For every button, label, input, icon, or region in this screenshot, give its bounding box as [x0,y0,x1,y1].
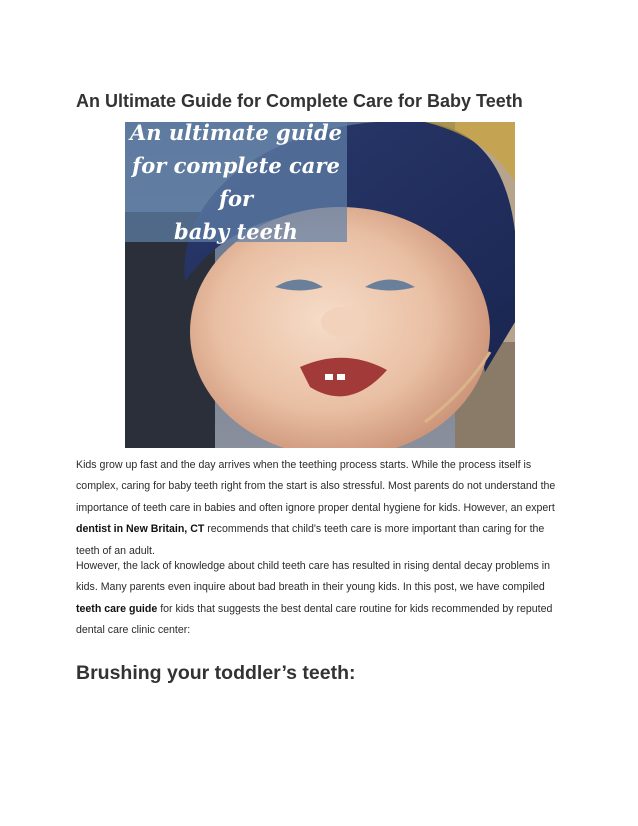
intro-text-2: recommends that child's teeth care is more important than caring for the teeth of an adult. [76,523,545,557]
section-heading: Brushing your toddler’s teeth: [76,662,356,684]
dentist-link[interactable]: dentist in New Britain, CT [76,523,205,536]
second-text-2: for kids that suggests the best dental care routine for kids recommended by reputed dental care clinic center: [76,602,553,637]
hero-caption [125,122,347,242]
second-paragraph [76,556,566,642]
hero-image [125,122,515,448]
intro-paragraph [76,455,566,562]
hero-caption-line-1: An ultimate guide [130,122,342,145]
intro-text-1: Kids grow up fast and the day arrives when the teething process starts. While the process itself is complex, caring for baby teeth right from the start is also stressful. Most parents do not understand the importance of teeth care in babies and often ignore proper dental hygiene for kids. However, an expert [76,459,556,514]
hero-caption-line-3: baby teeth [174,219,298,244]
teeth-care-guide-link[interactable]: teeth care guide [76,602,158,615]
hero-caption-line-2: for complete care for [132,153,340,211]
second-text-1: However, the lack of knowledge about child teeth care has resulted in rising dental decay problems in kids. Many parents even inquire about bad breath in their young kids. In this post, we have compiled [76,560,551,594]
page-title: An Ultimate Guide for Complete Care for Baby Teeth [76,91,523,111]
